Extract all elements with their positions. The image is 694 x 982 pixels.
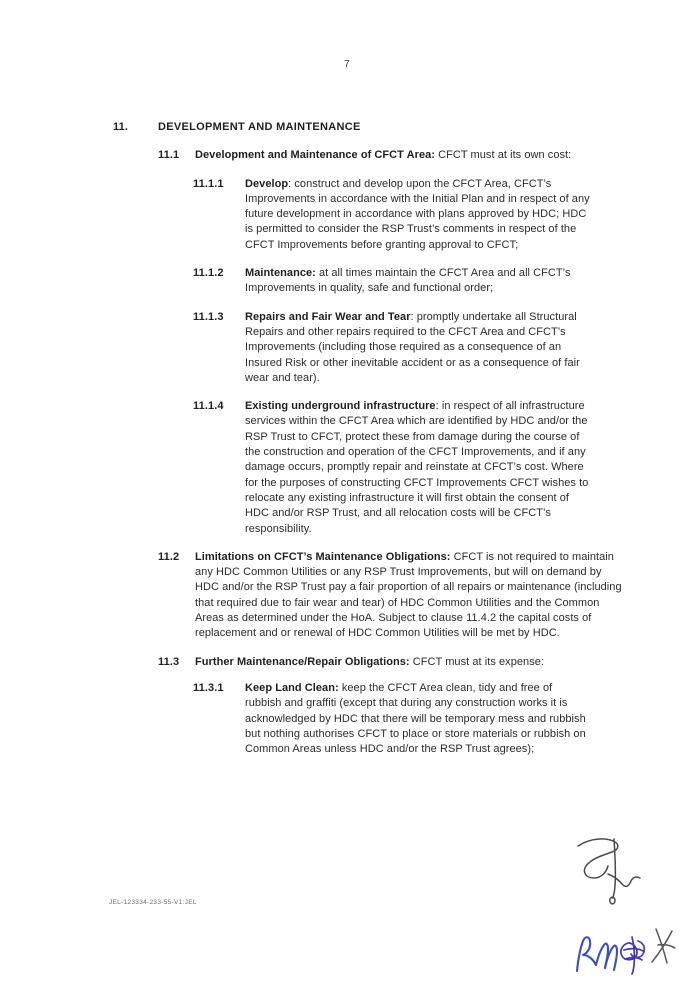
clause-11-3-body: CFCT must at its expense: xyxy=(409,655,545,668)
clause-11-1-4-number: 11.1.4 xyxy=(193,400,224,413)
clause-11-2-body: CFCT is not required to maintain any HDC Common Utilities or any RSP Trust Improvements, but will on demand by HDC and/or the RSP Trust pay a fair proportion of all repairs or maintenance (including that required due to fair wear and tear) of HDC Common Utilities and the Common Areas as determined under the HoA. Subject to clause 11.4.2 the capital costs of replacement and or renewal of HDC Common Utilities will be met by HDC. xyxy=(195,550,622,640)
footer-document-reference: JEL-123334-233-55-V1:JEL xyxy=(109,899,197,906)
clause-11-1-1-lead: Develop xyxy=(245,177,289,190)
clause-11-title: DEVELOPMENT AND MAINTENANCE xyxy=(158,121,361,133)
clause-11-3-1-lead: Keep Land Clean: xyxy=(245,681,339,694)
clause-11-2 xyxy=(0,550,694,642)
clause-11-1-4-lead: Existing underground infrastructure xyxy=(245,400,436,413)
clause-11-1-1-number: 11.1.1 xyxy=(193,177,224,190)
clause-11-1-2-number: 11.1.2 xyxy=(193,267,224,280)
clause-11-3-lead: Further Maintenance/Repair Obligations: xyxy=(195,655,410,668)
clause-11-3-1-text xyxy=(245,681,590,757)
signature-bottom-icon xyxy=(572,925,692,982)
clause-11-1-lead: Development and Maintenance of CFCT Area: xyxy=(195,149,436,162)
clause-11-2-lead: Limitations on CFCT’s Maintenance Obligations: xyxy=(195,550,451,563)
clause-11-1-text xyxy=(195,148,625,163)
clause-11-3 xyxy=(0,655,694,670)
clause-11-3-1-number: 11.3.1 xyxy=(193,681,224,694)
signature-initial-icon xyxy=(568,828,658,918)
clause-11-1 xyxy=(0,148,694,163)
clause-11-2-text xyxy=(195,550,625,642)
clause-11-number: 11. xyxy=(113,121,128,133)
clause-11-1-3-lead: Repairs and Fair Wear and Tear xyxy=(245,310,411,323)
clause-11-1-1 xyxy=(0,177,694,253)
clause-11-3-1 xyxy=(0,681,694,757)
clause-11-1-1-body: : construct and develop upon the CFCT Area, CFCT’s Improvements in accordance with the Initial Plan and in respect of any future development in accordance with plans approved by HDC; HDC is permitted to consider the RSP Trust’s comments in respect of the CFCT Improvements before granting approval to CFCT; xyxy=(245,177,590,251)
clause-11-1-number: 11.1 xyxy=(158,149,180,162)
clause-11-1-3 xyxy=(0,310,694,386)
clause-11-3-text xyxy=(195,655,625,670)
clause-11-1-2-text xyxy=(245,266,590,297)
clause-11-1-1-text xyxy=(245,177,590,253)
clause-11-1-3-number: 11.1.3 xyxy=(193,310,224,323)
page-number: 7 xyxy=(343,58,351,70)
document-body xyxy=(0,120,694,770)
clause-11-1-4 xyxy=(0,399,694,537)
clause-11-1-2-body: at all times maintain the CFCT Area and all CFCT’s Improvements in quality, safe and functional order; xyxy=(245,267,571,295)
clause-11-1-2 xyxy=(0,266,694,297)
clause-11-1-2-lead: Maintenance: xyxy=(245,267,316,280)
clause-11-3-1-body: keep the CFCT Area clean, tidy and free of rubbish and graffiti (except that during any construction works it is acknowledged by HDC that there will be temporary mess and rubbish but nothing authorises CFCT to place or store materials or rubbish on Common Areas unless HDC and/or the RSP Trust agrees); xyxy=(245,681,586,756)
clause-11-1-4-body: : in respect of all infrastructure services within the CFCT Area which are identified by HDC and/or the RSP Trust to CFCT, protect these from damage during the course of the construction and operation of the CFCT Improvements, and if any damage occurs, promptly repair and reinstate at CFCT’s cost. Where for the purposes of constructing CFCT Improvements CFCT wishes to relocate any existing infrastructure it will first obtain the consent of HDC and/or RSP Trust, and all relocation costs will be CFCT’s responsibility. xyxy=(245,400,589,535)
clause-11-1-4-text xyxy=(245,399,590,537)
clause-11-1-3-text xyxy=(245,310,590,386)
clause-11-heading xyxy=(0,120,694,135)
clause-11-1-3-body: : promptly undertake all Structural Repairs and other repairs required to the CFCT Area and CFCT’s Improvements (including those required as a consequence of an Insured Risk or other inevitable accident or as a consequence of fair wear and tear). xyxy=(245,310,580,384)
clause-11-3-number: 11.3 xyxy=(158,655,180,668)
clause-11-2-number: 11.2 xyxy=(158,550,180,563)
clause-11-1-body: CFCT must at its own cost: xyxy=(435,149,572,162)
